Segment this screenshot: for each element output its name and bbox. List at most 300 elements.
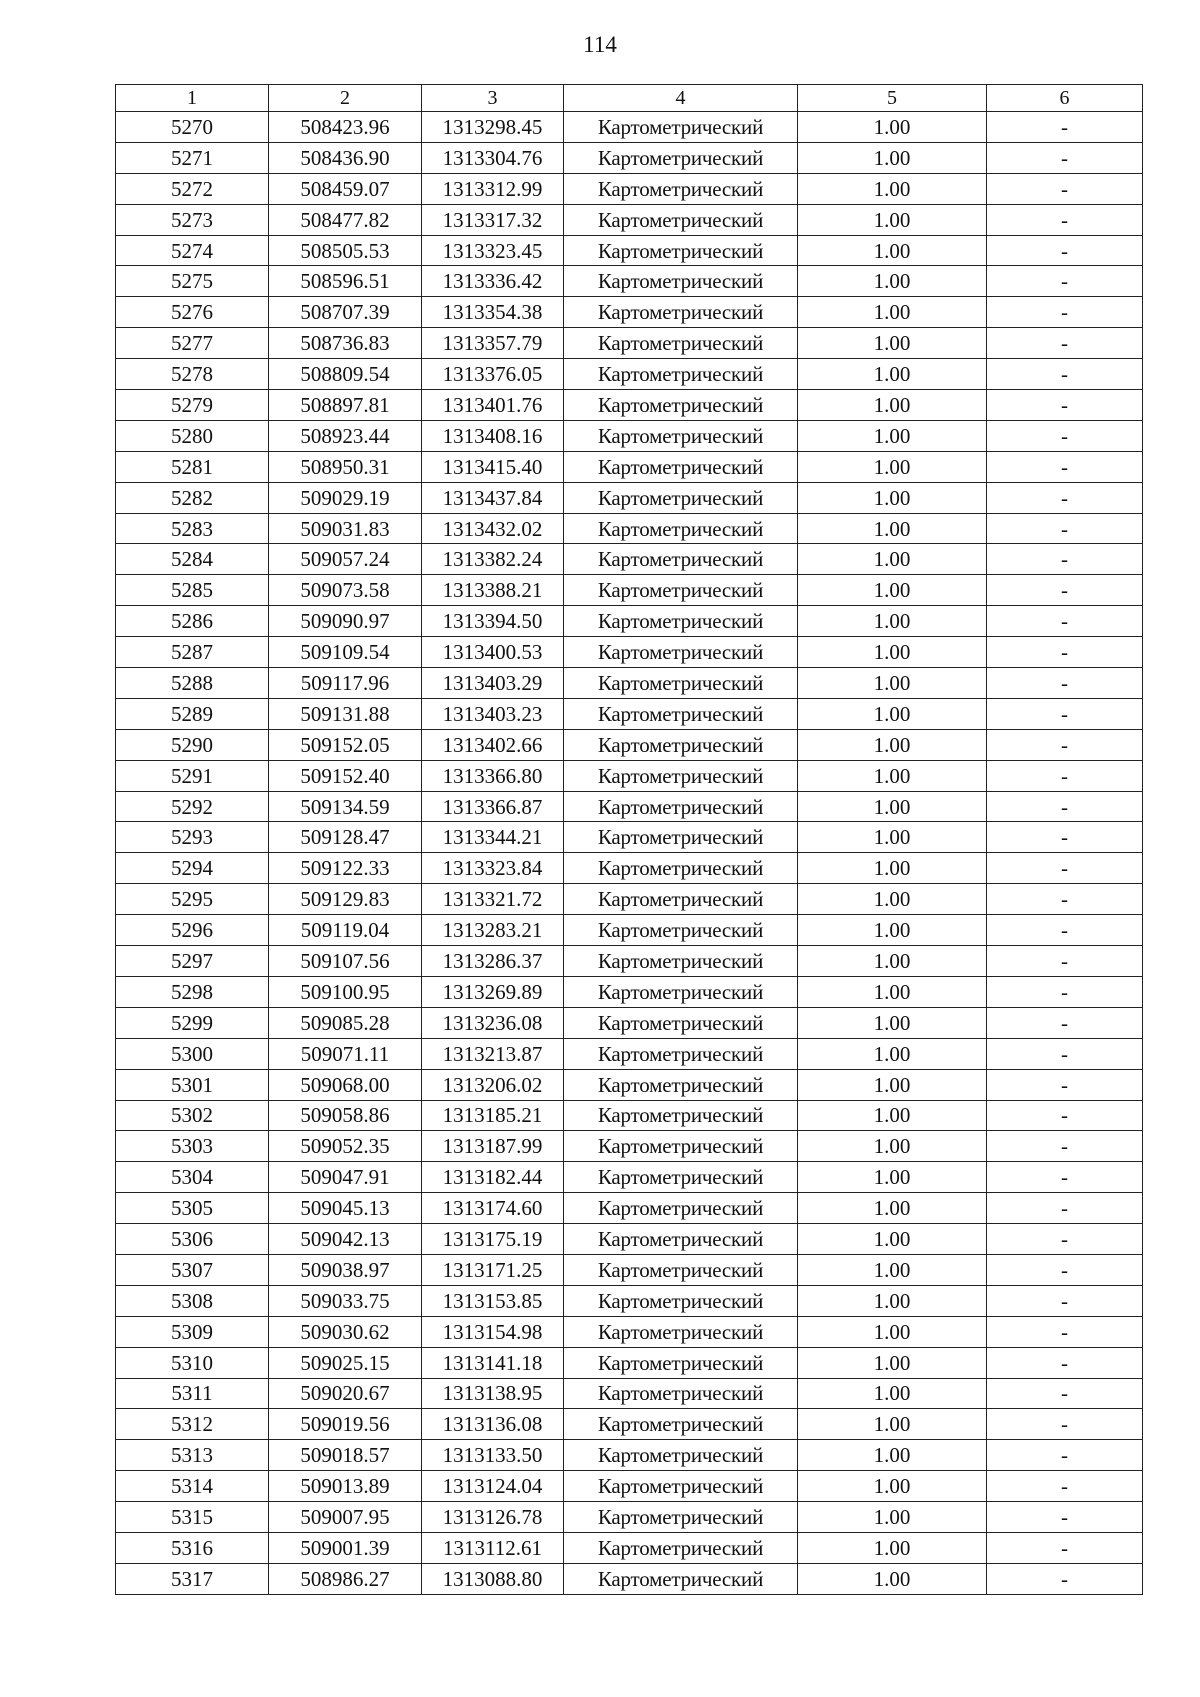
note-cell: - xyxy=(987,1471,1143,1502)
y-coordinate-cell: 1313403.23 xyxy=(422,698,564,729)
method-cell: Картометрический xyxy=(564,884,798,915)
note-cell: - xyxy=(987,390,1143,421)
accuracy-cell: 1.00 xyxy=(798,235,987,266)
x-coordinate-cell: 509045.13 xyxy=(269,1193,422,1224)
table-row xyxy=(116,451,1143,482)
note-cell: - xyxy=(987,698,1143,729)
y-coordinate-cell: 1313402.66 xyxy=(422,729,564,760)
point-number-cell: 5299 xyxy=(116,1007,269,1038)
x-coordinate-cell: 509122.33 xyxy=(269,853,422,884)
x-coordinate-cell: 509131.88 xyxy=(269,698,422,729)
x-coordinate-cell: 509090.97 xyxy=(269,606,422,637)
x-coordinate-cell: 508809.54 xyxy=(269,359,422,390)
method-cell: Картометрический xyxy=(564,451,798,482)
accuracy-cell: 1.00 xyxy=(798,822,987,853)
method-cell: Картометрический xyxy=(564,946,798,977)
point-number-cell: 5308 xyxy=(116,1285,269,1316)
y-coordinate-cell: 1313174.60 xyxy=(422,1193,564,1224)
x-coordinate-cell: 509117.96 xyxy=(269,668,422,699)
table-row xyxy=(116,112,1143,143)
table-row xyxy=(116,976,1143,1007)
point-number-cell: 5300 xyxy=(116,1038,269,1069)
accuracy-cell: 1.00 xyxy=(798,946,987,977)
point-number-cell: 5307 xyxy=(116,1254,269,1285)
point-number-cell: 5277 xyxy=(116,328,269,359)
method-cell: Картометрический xyxy=(564,1471,798,1502)
method-cell: Картометрический xyxy=(564,1347,798,1378)
y-coordinate-cell: 1313437.84 xyxy=(422,482,564,513)
column-header: 5 xyxy=(798,85,987,112)
table-row xyxy=(116,1347,1143,1378)
y-coordinate-cell: 1313141.18 xyxy=(422,1347,564,1378)
accuracy-cell: 1.00 xyxy=(798,1285,987,1316)
method-cell: Картометрический xyxy=(564,606,798,637)
accuracy-cell: 1.00 xyxy=(798,359,987,390)
table-row xyxy=(116,1162,1143,1193)
method-cell: Картометрический xyxy=(564,729,798,760)
y-coordinate-cell: 1313323.45 xyxy=(422,235,564,266)
accuracy-cell: 1.00 xyxy=(798,853,987,884)
accuracy-cell: 1.00 xyxy=(798,1131,987,1162)
y-coordinate-cell: 1313236.08 xyxy=(422,1007,564,1038)
accuracy-cell: 1.00 xyxy=(798,297,987,328)
method-cell: Картометрический xyxy=(564,637,798,668)
accuracy-cell: 1.00 xyxy=(798,1347,987,1378)
note-cell: - xyxy=(987,1563,1143,1594)
header-row xyxy=(116,85,1143,112)
point-number-cell: 5282 xyxy=(116,482,269,513)
accuracy-cell: 1.00 xyxy=(798,1316,987,1347)
y-coordinate-cell: 1313415.40 xyxy=(422,451,564,482)
table-row xyxy=(116,544,1143,575)
table-row xyxy=(116,482,1143,513)
accuracy-cell: 1.00 xyxy=(798,1069,987,1100)
accuracy-cell: 1.00 xyxy=(798,606,987,637)
note-cell: - xyxy=(987,112,1143,143)
note-cell: - xyxy=(987,1131,1143,1162)
page-number: 114 xyxy=(583,32,617,57)
table-row xyxy=(116,1254,1143,1285)
x-coordinate-cell: 508436.90 xyxy=(269,142,422,173)
point-number-cell: 5286 xyxy=(116,606,269,637)
x-coordinate-cell: 509018.57 xyxy=(269,1440,422,1471)
y-coordinate-cell: 1313182.44 xyxy=(422,1162,564,1193)
table-row xyxy=(116,1563,1143,1594)
accuracy-cell: 1.00 xyxy=(798,451,987,482)
y-coordinate-cell: 1313138.95 xyxy=(422,1378,564,1409)
accuracy-cell: 1.00 xyxy=(798,1007,987,1038)
y-coordinate-cell: 1313088.80 xyxy=(422,1563,564,1594)
method-cell: Картометрический xyxy=(564,1316,798,1347)
method-cell: Картометрический xyxy=(564,1100,798,1131)
table-row xyxy=(116,1471,1143,1502)
y-coordinate-cell: 1313388.21 xyxy=(422,575,564,606)
accuracy-cell: 1.00 xyxy=(798,1254,987,1285)
table-row xyxy=(116,1378,1143,1409)
accuracy-cell: 1.00 xyxy=(798,1378,987,1409)
x-coordinate-cell: 509128.47 xyxy=(269,822,422,853)
x-coordinate-cell: 509025.15 xyxy=(269,1347,422,1378)
x-coordinate-cell: 509152.40 xyxy=(269,760,422,791)
note-cell: - xyxy=(987,575,1143,606)
point-number-cell: 5298 xyxy=(116,976,269,1007)
y-coordinate-cell: 1313112.61 xyxy=(422,1532,564,1563)
accuracy-cell: 1.00 xyxy=(798,513,987,544)
note-cell: - xyxy=(987,1007,1143,1038)
y-coordinate-cell: 1313153.85 xyxy=(422,1285,564,1316)
method-cell: Картометрический xyxy=(564,297,798,328)
note-cell: - xyxy=(987,1440,1143,1471)
method-cell: Картометрический xyxy=(564,1224,798,1255)
method-cell: Картометрический xyxy=(564,822,798,853)
x-coordinate-cell: 508459.07 xyxy=(269,173,422,204)
point-number-cell: 5292 xyxy=(116,791,269,822)
point-number-cell: 5290 xyxy=(116,729,269,760)
accuracy-cell: 1.00 xyxy=(798,976,987,1007)
point-number-cell: 5297 xyxy=(116,946,269,977)
method-cell: Картометрический xyxy=(564,915,798,946)
method-cell: Картометрический xyxy=(564,698,798,729)
point-number-cell: 5304 xyxy=(116,1162,269,1193)
point-number-cell: 5301 xyxy=(116,1069,269,1100)
y-coordinate-cell: 1313403.29 xyxy=(422,668,564,699)
y-coordinate-cell: 1313400.53 xyxy=(422,637,564,668)
y-coordinate-cell: 1313154.98 xyxy=(422,1316,564,1347)
x-coordinate-cell: 508736.83 xyxy=(269,328,422,359)
note-cell: - xyxy=(987,853,1143,884)
point-number-cell: 5276 xyxy=(116,297,269,328)
accuracy-cell: 1.00 xyxy=(798,390,987,421)
y-coordinate-cell: 1313366.80 xyxy=(422,760,564,791)
note-cell: - xyxy=(987,420,1143,451)
x-coordinate-cell: 509001.39 xyxy=(269,1532,422,1563)
y-coordinate-cell: 1313312.99 xyxy=(422,173,564,204)
x-coordinate-cell: 509033.75 xyxy=(269,1285,422,1316)
table-row xyxy=(116,204,1143,235)
accuracy-cell: 1.00 xyxy=(798,420,987,451)
x-coordinate-cell: 509013.89 xyxy=(269,1471,422,1502)
method-cell: Картометрический xyxy=(564,1131,798,1162)
point-number-cell: 5287 xyxy=(116,637,269,668)
note-cell: - xyxy=(987,297,1143,328)
note-cell: - xyxy=(987,668,1143,699)
y-coordinate-cell: 1313432.02 xyxy=(422,513,564,544)
accuracy-cell: 1.00 xyxy=(798,142,987,173)
method-cell: Картометрический xyxy=(564,1440,798,1471)
note-cell: - xyxy=(987,1069,1143,1100)
x-coordinate-cell: 509007.95 xyxy=(269,1502,422,1533)
column-header: 1 xyxy=(116,85,269,112)
column-header: 6 xyxy=(987,85,1143,112)
x-coordinate-cell: 509129.83 xyxy=(269,884,422,915)
table-row xyxy=(116,1316,1143,1347)
method-cell: Картометрический xyxy=(564,575,798,606)
accuracy-cell: 1.00 xyxy=(798,173,987,204)
method-cell: Картометрический xyxy=(564,1563,798,1594)
x-coordinate-cell: 509119.04 xyxy=(269,915,422,946)
y-coordinate-cell: 1313344.21 xyxy=(422,822,564,853)
method-cell: Картометрический xyxy=(564,359,798,390)
y-coordinate-cell: 1313336.42 xyxy=(422,266,564,297)
table-row xyxy=(116,1285,1143,1316)
method-cell: Картометрический xyxy=(564,668,798,699)
note-cell: - xyxy=(987,1347,1143,1378)
note-cell: - xyxy=(987,1285,1143,1316)
point-number-cell: 5291 xyxy=(116,760,269,791)
x-coordinate-cell: 509071.11 xyxy=(269,1038,422,1069)
table-row xyxy=(116,606,1143,637)
x-coordinate-cell: 508986.27 xyxy=(269,1563,422,1594)
note-cell: - xyxy=(987,1038,1143,1069)
method-cell: Картометрический xyxy=(564,235,798,266)
point-number-cell: 5281 xyxy=(116,451,269,482)
y-coordinate-cell: 1313187.99 xyxy=(422,1131,564,1162)
table-row xyxy=(116,1409,1143,1440)
y-coordinate-cell: 1313213.87 xyxy=(422,1038,564,1069)
y-coordinate-cell: 1313304.76 xyxy=(422,142,564,173)
note-cell: - xyxy=(987,1162,1143,1193)
point-number-cell: 5312 xyxy=(116,1409,269,1440)
note-cell: - xyxy=(987,451,1143,482)
point-number-cell: 5279 xyxy=(116,390,269,421)
y-coordinate-cell: 1313185.21 xyxy=(422,1100,564,1131)
table-row xyxy=(116,575,1143,606)
method-cell: Картометрический xyxy=(564,173,798,204)
point-number-cell: 5288 xyxy=(116,668,269,699)
note-cell: - xyxy=(987,760,1143,791)
table-row xyxy=(116,1502,1143,1533)
note-cell: - xyxy=(987,235,1143,266)
method-cell: Картометрический xyxy=(564,760,798,791)
note-cell: - xyxy=(987,822,1143,853)
x-coordinate-cell: 509052.35 xyxy=(269,1131,422,1162)
x-coordinate-cell: 509042.13 xyxy=(269,1224,422,1255)
point-number-cell: 5280 xyxy=(116,420,269,451)
note-cell: - xyxy=(987,359,1143,390)
note-cell: - xyxy=(987,729,1143,760)
table-row xyxy=(116,637,1143,668)
note-cell: - xyxy=(987,204,1143,235)
accuracy-cell: 1.00 xyxy=(798,1100,987,1131)
note-cell: - xyxy=(987,946,1143,977)
point-number-cell: 5296 xyxy=(116,915,269,946)
table-row xyxy=(116,791,1143,822)
method-cell: Картометрический xyxy=(564,976,798,1007)
method-cell: Картометрический xyxy=(564,1254,798,1285)
x-coordinate-cell: 509047.91 xyxy=(269,1162,422,1193)
method-cell: Картометрический xyxy=(564,420,798,451)
x-coordinate-cell: 509030.62 xyxy=(269,1316,422,1347)
y-coordinate-cell: 1313366.87 xyxy=(422,791,564,822)
x-coordinate-cell: 509038.97 xyxy=(269,1254,422,1285)
method-cell: Картометрический xyxy=(564,1193,798,1224)
y-coordinate-cell: 1313175.19 xyxy=(422,1224,564,1255)
y-coordinate-cell: 1313321.72 xyxy=(422,884,564,915)
y-coordinate-cell: 1313382.24 xyxy=(422,544,564,575)
method-cell: Картометрический xyxy=(564,1007,798,1038)
table-row xyxy=(116,235,1143,266)
table-row xyxy=(116,142,1143,173)
note-cell: - xyxy=(987,1409,1143,1440)
y-coordinate-cell: 1313376.05 xyxy=(422,359,564,390)
table-body xyxy=(116,112,1143,1595)
accuracy-cell: 1.00 xyxy=(798,698,987,729)
accuracy-cell: 1.00 xyxy=(798,915,987,946)
point-number-cell: 5272 xyxy=(116,173,269,204)
point-number-cell: 5273 xyxy=(116,204,269,235)
accuracy-cell: 1.00 xyxy=(798,1409,987,1440)
table-row xyxy=(116,390,1143,421)
note-cell: - xyxy=(987,1100,1143,1131)
table-row xyxy=(116,266,1143,297)
accuracy-cell: 1.00 xyxy=(798,668,987,699)
note-cell: - xyxy=(987,1193,1143,1224)
y-coordinate-cell: 1313323.84 xyxy=(422,853,564,884)
accuracy-cell: 1.00 xyxy=(798,637,987,668)
x-coordinate-cell: 508505.53 xyxy=(269,235,422,266)
accuracy-cell: 1.00 xyxy=(798,729,987,760)
x-coordinate-cell: 509031.83 xyxy=(269,513,422,544)
point-number-cell: 5283 xyxy=(116,513,269,544)
table-row xyxy=(116,760,1143,791)
note-cell: - xyxy=(987,328,1143,359)
x-coordinate-cell: 508923.44 xyxy=(269,420,422,451)
x-coordinate-cell: 509100.95 xyxy=(269,976,422,1007)
accuracy-cell: 1.00 xyxy=(798,884,987,915)
y-coordinate-cell: 1313136.08 xyxy=(422,1409,564,1440)
note-cell: - xyxy=(987,266,1143,297)
table-row xyxy=(116,1224,1143,1255)
point-number-cell: 5317 xyxy=(116,1563,269,1594)
method-cell: Картометрический xyxy=(564,390,798,421)
y-coordinate-cell: 1313133.50 xyxy=(422,1440,564,1471)
note-cell: - xyxy=(987,1316,1143,1347)
x-coordinate-cell: 509058.86 xyxy=(269,1100,422,1131)
point-number-cell: 5314 xyxy=(116,1471,269,1502)
x-coordinate-cell: 509107.56 xyxy=(269,946,422,977)
accuracy-cell: 1.00 xyxy=(798,266,987,297)
x-coordinate-cell: 509029.19 xyxy=(269,482,422,513)
accuracy-cell: 1.00 xyxy=(798,1532,987,1563)
point-number-cell: 5285 xyxy=(116,575,269,606)
point-number-cell: 5294 xyxy=(116,853,269,884)
table-row xyxy=(116,822,1143,853)
point-number-cell: 5311 xyxy=(116,1378,269,1409)
point-number-cell: 5316 xyxy=(116,1532,269,1563)
method-cell: Картометрический xyxy=(564,112,798,143)
point-number-cell: 5306 xyxy=(116,1224,269,1255)
accuracy-cell: 1.00 xyxy=(798,544,987,575)
point-number-cell: 5293 xyxy=(116,822,269,853)
point-number-cell: 5295 xyxy=(116,884,269,915)
table-row xyxy=(116,946,1143,977)
table-row xyxy=(116,1069,1143,1100)
point-number-cell: 5274 xyxy=(116,235,269,266)
y-coordinate-cell: 1313283.21 xyxy=(422,915,564,946)
table-header xyxy=(116,85,1143,112)
note-cell: - xyxy=(987,482,1143,513)
note-cell: - xyxy=(987,884,1143,915)
y-coordinate-cell: 1313401.76 xyxy=(422,390,564,421)
method-cell: Картометрический xyxy=(564,204,798,235)
method-cell: Картометрический xyxy=(564,1409,798,1440)
y-coordinate-cell: 1313354.38 xyxy=(422,297,564,328)
x-coordinate-cell: 508477.82 xyxy=(269,204,422,235)
x-coordinate-cell: 508596.51 xyxy=(269,266,422,297)
note-cell: - xyxy=(987,1502,1143,1533)
x-coordinate-cell: 509134.59 xyxy=(269,791,422,822)
method-cell: Картометрический xyxy=(564,853,798,884)
x-coordinate-cell: 509068.00 xyxy=(269,1069,422,1100)
accuracy-cell: 1.00 xyxy=(798,1440,987,1471)
table-row xyxy=(116,1440,1143,1471)
x-coordinate-cell: 509019.56 xyxy=(269,1409,422,1440)
table-row xyxy=(116,915,1143,946)
point-number-cell: 5275 xyxy=(116,266,269,297)
point-number-cell: 5303 xyxy=(116,1131,269,1162)
note-cell: - xyxy=(987,915,1143,946)
y-coordinate-cell: 1313298.45 xyxy=(422,112,564,143)
y-coordinate-cell: 1313126.78 xyxy=(422,1502,564,1533)
note-cell: - xyxy=(987,544,1143,575)
table-row xyxy=(116,668,1143,699)
point-number-cell: 5310 xyxy=(116,1347,269,1378)
method-cell: Картометрический xyxy=(564,142,798,173)
y-coordinate-cell: 1313124.04 xyxy=(422,1471,564,1502)
accuracy-cell: 1.00 xyxy=(798,1563,987,1594)
note-cell: - xyxy=(987,1254,1143,1285)
accuracy-cell: 1.00 xyxy=(798,1471,987,1502)
point-number-cell: 5313 xyxy=(116,1440,269,1471)
accuracy-cell: 1.00 xyxy=(798,204,987,235)
note-cell: - xyxy=(987,791,1143,822)
method-cell: Картометрический xyxy=(564,1532,798,1563)
column-header: 4 xyxy=(564,85,798,112)
x-coordinate-cell: 509152.05 xyxy=(269,729,422,760)
method-cell: Картометрический xyxy=(564,1285,798,1316)
y-coordinate-cell: 1313394.50 xyxy=(422,606,564,637)
accuracy-cell: 1.00 xyxy=(798,760,987,791)
table-row xyxy=(116,884,1143,915)
x-coordinate-cell: 509073.58 xyxy=(269,575,422,606)
y-coordinate-cell: 1313206.02 xyxy=(422,1069,564,1100)
column-header: 2 xyxy=(269,85,422,112)
note-cell: - xyxy=(987,1532,1143,1563)
method-cell: Картометрический xyxy=(564,791,798,822)
method-cell: Картометрический xyxy=(564,1069,798,1100)
table-row xyxy=(116,328,1143,359)
accuracy-cell: 1.00 xyxy=(798,575,987,606)
method-cell: Картометрический xyxy=(564,1162,798,1193)
point-number-cell: 5270 xyxy=(116,112,269,143)
x-coordinate-cell: 509109.54 xyxy=(269,637,422,668)
table-row xyxy=(116,359,1143,390)
method-cell: Картометрический xyxy=(564,1038,798,1069)
y-coordinate-cell: 1313269.89 xyxy=(422,976,564,1007)
x-coordinate-cell: 508950.31 xyxy=(269,451,422,482)
method-cell: Картометрический xyxy=(564,544,798,575)
table-row xyxy=(116,1131,1143,1162)
y-coordinate-cell: 1313286.37 xyxy=(422,946,564,977)
accuracy-cell: 1.00 xyxy=(798,1193,987,1224)
x-coordinate-cell: 508707.39 xyxy=(269,297,422,328)
y-coordinate-cell: 1313317.32 xyxy=(422,204,564,235)
y-coordinate-cell: 1313171.25 xyxy=(422,1254,564,1285)
accuracy-cell: 1.00 xyxy=(798,1224,987,1255)
accuracy-cell: 1.00 xyxy=(798,1038,987,1069)
note-cell: - xyxy=(987,1378,1143,1409)
accuracy-cell: 1.00 xyxy=(798,1162,987,1193)
